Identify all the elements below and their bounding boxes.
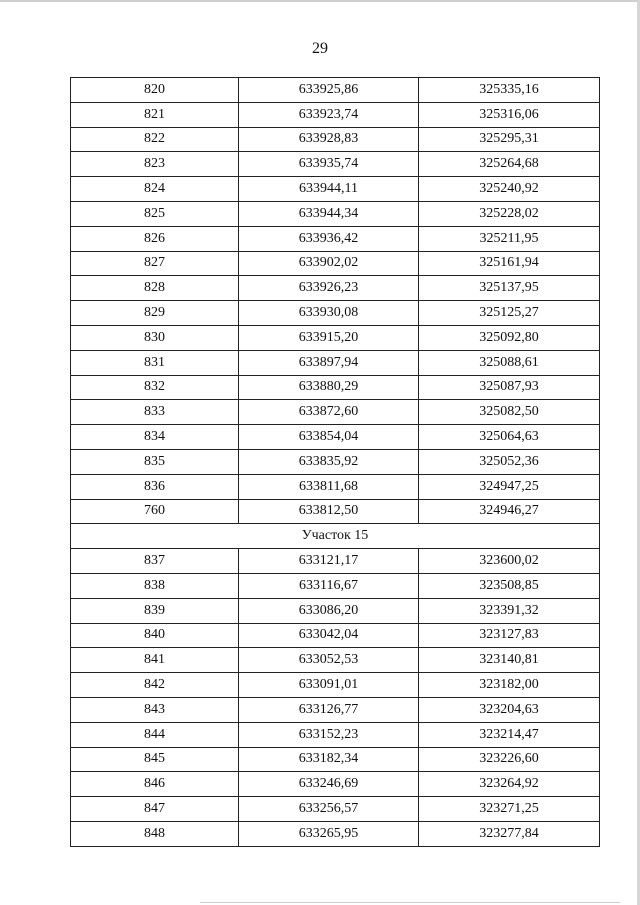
y-coordinate-cell: 325240,92: [419, 177, 600, 202]
point-number-cell: 833: [71, 400, 239, 425]
y-coordinate-cell: 325125,27: [419, 301, 600, 326]
point-number-cell: 835: [71, 449, 239, 474]
x-coordinate-cell: 633930,08: [239, 301, 419, 326]
table-row: [71, 623, 600, 648]
point-number-cell: 838: [71, 573, 239, 598]
table-row: [71, 425, 600, 450]
x-coordinate-cell: 633925,86: [239, 78, 419, 103]
y-coordinate-cell: 325295,31: [419, 127, 600, 152]
y-coordinate-cell: 324947,25: [419, 474, 600, 499]
table-row: [71, 301, 600, 326]
section-row: [71, 524, 600, 549]
x-coordinate-cell: 633182,34: [239, 747, 419, 772]
point-number-cell: 836: [71, 474, 239, 499]
x-coordinate-cell: 633944,11: [239, 177, 419, 202]
table-row: [71, 474, 600, 499]
x-coordinate-cell: 633935,74: [239, 152, 419, 177]
y-coordinate-cell: 323271,25: [419, 797, 600, 822]
table-row: [71, 226, 600, 251]
y-coordinate-cell: 323226,60: [419, 747, 600, 772]
x-coordinate-cell: 633052,53: [239, 648, 419, 673]
y-coordinate-cell: 325137,95: [419, 276, 600, 301]
table-row: [71, 697, 600, 722]
x-coordinate-cell: 633915,20: [239, 325, 419, 350]
table-row: [71, 400, 600, 425]
x-coordinate-cell: 633121,17: [239, 549, 419, 574]
table-row: [71, 747, 600, 772]
x-coordinate-cell: 633902,02: [239, 251, 419, 276]
y-coordinate-cell: 325088,61: [419, 350, 600, 375]
point-number-cell: 848: [71, 821, 239, 846]
table-row: [71, 375, 600, 400]
point-number-cell: 828: [71, 276, 239, 301]
x-coordinate-cell: 633265,95: [239, 821, 419, 846]
x-coordinate-cell: 633928,83: [239, 127, 419, 152]
x-coordinate-cell: 633897,94: [239, 350, 419, 375]
y-coordinate-cell: 323391,32: [419, 598, 600, 623]
point-number-cell: 829: [71, 301, 239, 326]
point-number-cell: 847: [71, 797, 239, 822]
point-number-cell: 841: [71, 648, 239, 673]
point-number-cell: 825: [71, 201, 239, 226]
table-row: [71, 251, 600, 276]
x-coordinate-cell: 633923,74: [239, 102, 419, 127]
table-row: [71, 325, 600, 350]
table-row: [71, 673, 600, 698]
x-coordinate-cell: 633086,20: [239, 598, 419, 623]
table-row: [71, 549, 600, 574]
x-coordinate-cell: 633936,42: [239, 226, 419, 251]
y-coordinate-cell: 325228,02: [419, 201, 600, 226]
y-coordinate-cell: 325082,50: [419, 400, 600, 425]
point-number-cell: 837: [71, 549, 239, 574]
y-coordinate-cell: 325092,80: [419, 325, 600, 350]
y-coordinate-cell: 325264,68: [419, 152, 600, 177]
point-number-cell: 844: [71, 722, 239, 747]
point-number-cell: 839: [71, 598, 239, 623]
y-coordinate-cell: 325064,63: [419, 425, 600, 450]
table-row: [71, 449, 600, 474]
x-coordinate-cell: 633042,04: [239, 623, 419, 648]
coordinates-table: [70, 77, 600, 847]
point-number-cell: 824: [71, 177, 239, 202]
x-coordinate-cell: 633256,57: [239, 797, 419, 822]
point-number-cell: 760: [71, 499, 239, 524]
table-row: [71, 598, 600, 623]
x-coordinate-cell: 633126,77: [239, 697, 419, 722]
y-coordinate-cell: 323127,83: [419, 623, 600, 648]
table-row: [71, 821, 600, 846]
y-coordinate-cell: 325211,95: [419, 226, 600, 251]
x-coordinate-cell: 633835,92: [239, 449, 419, 474]
table-row: [71, 201, 600, 226]
y-coordinate-cell: 325316,06: [419, 102, 600, 127]
scan-bottom-rule: [200, 902, 620, 903]
point-number-cell: 823: [71, 152, 239, 177]
table-row: [71, 648, 600, 673]
coordinates-table-body: [71, 78, 600, 847]
x-coordinate-cell: 633854,04: [239, 425, 419, 450]
point-number-cell: 842: [71, 673, 239, 698]
y-coordinate-cell: 325335,16: [419, 78, 600, 103]
section-title: Участок 15: [71, 524, 600, 549]
y-coordinate-cell: 325087,93: [419, 375, 600, 400]
point-number-cell: 821: [71, 102, 239, 127]
x-coordinate-cell: 633811,68: [239, 474, 419, 499]
y-coordinate-cell: 323214,47: [419, 722, 600, 747]
table-row: [71, 102, 600, 127]
scan-edge-top: [0, 0, 640, 2]
y-coordinate-cell: 323508,85: [419, 573, 600, 598]
table-row: [71, 797, 600, 822]
point-number-cell: 831: [71, 350, 239, 375]
x-coordinate-cell: 633812,50: [239, 499, 419, 524]
y-coordinate-cell: 325052,36: [419, 449, 600, 474]
y-coordinate-cell: 325161,94: [419, 251, 600, 276]
point-number-cell: 834: [71, 425, 239, 450]
point-number-cell: 827: [71, 251, 239, 276]
y-coordinate-cell: 323277,84: [419, 821, 600, 846]
y-coordinate-cell: 323204,63: [419, 697, 600, 722]
point-number-cell: 820: [71, 78, 239, 103]
point-number-cell: 840: [71, 623, 239, 648]
table-row: [71, 152, 600, 177]
table-row: [71, 772, 600, 797]
table-row: [71, 177, 600, 202]
x-coordinate-cell: 633152,23: [239, 722, 419, 747]
x-coordinate-cell: 633091,01: [239, 673, 419, 698]
x-coordinate-cell: 633116,67: [239, 573, 419, 598]
y-coordinate-cell: 323182,00: [419, 673, 600, 698]
table-row: [71, 722, 600, 747]
point-number-cell: 826: [71, 226, 239, 251]
x-coordinate-cell: 633880,29: [239, 375, 419, 400]
point-number-cell: 832: [71, 375, 239, 400]
point-number-cell: 830: [71, 325, 239, 350]
point-number-cell: 845: [71, 747, 239, 772]
table-row: [71, 499, 600, 524]
x-coordinate-cell: 633246,69: [239, 772, 419, 797]
table-row: [71, 276, 600, 301]
x-coordinate-cell: 633926,23: [239, 276, 419, 301]
point-number-cell: 846: [71, 772, 239, 797]
point-number-cell: 822: [71, 127, 239, 152]
y-coordinate-cell: 323140,81: [419, 648, 600, 673]
y-coordinate-cell: 323600,02: [419, 549, 600, 574]
page-number: 29: [312, 40, 328, 57]
table-row: [71, 573, 600, 598]
y-coordinate-cell: 323264,92: [419, 772, 600, 797]
y-coordinate-cell: 324946,27: [419, 499, 600, 524]
table-row: [71, 350, 600, 375]
point-number-cell: 843: [71, 697, 239, 722]
x-coordinate-cell: 633872,60: [239, 400, 419, 425]
table-row: [71, 127, 600, 152]
table-row: [71, 78, 600, 103]
x-coordinate-cell: 633944,34: [239, 201, 419, 226]
